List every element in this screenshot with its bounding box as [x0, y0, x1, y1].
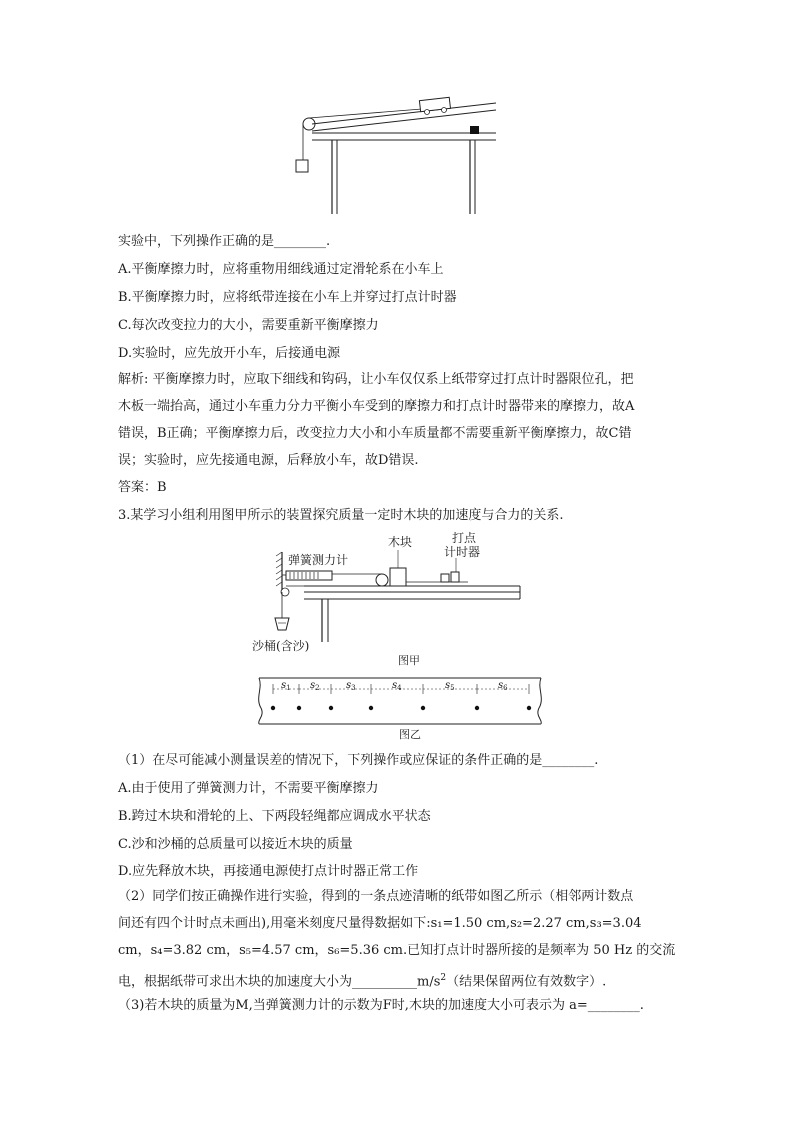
tape-dot	[527, 706, 531, 710]
tape-tear	[538, 678, 541, 724]
option-a: A.平衡摩擦力时，应将重物用细线通过定滑轮系在小车上	[118, 262, 444, 277]
tape-dot	[369, 706, 373, 710]
analysis-line: 解析: 平衡摩擦力时，应取下细线和钩码，让小车仅仅系上纸带穿过打点计时器限位孔，把	[118, 372, 634, 387]
tape-dot	[297, 706, 301, 710]
answer-line: 答案：B	[118, 480, 167, 495]
segment-label: $s_4$	[392, 680, 402, 692]
part-1-option-d: D.应先释放木块，再接通电源使打点计时器正常工作	[118, 864, 419, 879]
part-1-option-c: C.沙和沙桶的总质量可以接近木块的质量	[118, 837, 353, 852]
analysis-line: 误；实验时，应先接通电源，后释放小车，故D错误.	[118, 453, 419, 468]
wedge-block	[470, 126, 479, 134]
segment-label: $s_1$	[281, 680, 291, 692]
part-1-stem: （1）在尽可能减小测量误差的情况下，下列操作或应保证的条件正确的是________.	[118, 753, 599, 768]
part-2-line-text: 电，根据纸带可求出木块的加速度大小为__________m/s	[118, 974, 441, 990]
tape-dot	[329, 706, 333, 710]
tape-dots	[271, 706, 531, 710]
spring-balance	[286, 571, 332, 580]
part-2-line: cm，s₄=3.82 cm，s₅=4.57 cm，s₆=5.36 cm.已知打点计时器所接的是频率为 50 Hz 的交流	[118, 943, 676, 958]
block-pulley	[376, 574, 388, 586]
question-stem: 实验中，下列操作正确的是________.	[118, 234, 331, 249]
segment-label: $s_5$	[445, 680, 455, 692]
tape-dimensions	[273, 680, 529, 694]
option-c: C.每次改变拉力的大小，需要重新平衡摩擦力	[118, 318, 379, 333]
unit-exponent: 2	[440, 973, 447, 983]
label-sand-bucket: 沙桶(含沙)	[252, 639, 310, 653]
question-3-title: 3.某学习小组利用图甲所示的装置探究质量一定时木块的加速度与合力的关系.	[118, 508, 564, 523]
cart-wheel	[442, 108, 447, 113]
segment-label: $s_6$	[498, 680, 508, 692]
analysis-line: 木板一端抬高，通过小车重力分力平衡小车受到的摩擦力和打点计时器带来的摩擦力，故A	[118, 399, 635, 414]
figure-b-caption: 图乙	[399, 728, 421, 741]
label-timer: 打点	[452, 531, 477, 545]
tape-tear	[259, 678, 262, 724]
sand-bucket	[275, 618, 289, 630]
timer	[451, 572, 459, 582]
wooden-block	[390, 568, 406, 586]
segment-label: $s_3$	[346, 680, 356, 692]
part-2-line: （2）同学们按正确操作进行实验，得到的一条点迹清晰的纸带如图乙所示（相邻两计数点	[118, 889, 634, 904]
part-2-line-text: （结果保留两位有效数字）.	[446, 974, 607, 990]
incline-cart-figure	[290, 96, 510, 220]
label-block: 木块	[388, 535, 413, 549]
part-1-option-a: A.由于使用了弹簧测力计，不需要平衡摩擦力	[118, 781, 379, 796]
part-2-line	[118, 969, 688, 991]
tape-dot	[271, 706, 275, 710]
option-d: D.实验时，应先放开小车，后接通电源	[118, 346, 341, 361]
analysis-line: 错误，B正确；平衡摩擦力后，改变拉力大小和小车质量都不需要重新平衡摩擦力，故C错	[118, 426, 632, 441]
hanging-weight	[296, 160, 308, 172]
wall-hatch	[276, 552, 282, 586]
figure-a-caption: 图甲	[398, 654, 420, 667]
part-2-line: 间还有四个计时点未画出),用毫米刻度尺量得数据如下:s₁=1.50 cm,s₂=2.27 cm,s₃=3.04	[118, 916, 642, 931]
part-1-option-b: B.跨过木块和滑轮的上、下两段轻绳都应调成水平状态	[118, 809, 431, 824]
part-3-line: （3)若木块的质量为M,当弹簧测力计的示数为F时,木块的加速度大小可表示为 a=________.	[118, 998, 644, 1013]
tape-dot	[475, 706, 479, 710]
label-timer: 计时器	[444, 545, 481, 559]
figure-b	[255, 672, 545, 742]
label-spring-balance: 弹簧测力计	[288, 553, 349, 567]
option-b: B.平衡摩擦力时，应将纸带连接在小车上并穿过打点计时器	[118, 290, 457, 305]
figure-a	[248, 528, 538, 668]
timer	[441, 574, 449, 582]
tape-dot	[421, 706, 425, 710]
segment-label: $s_2$	[310, 680, 320, 692]
cart-wheel	[425, 110, 430, 115]
